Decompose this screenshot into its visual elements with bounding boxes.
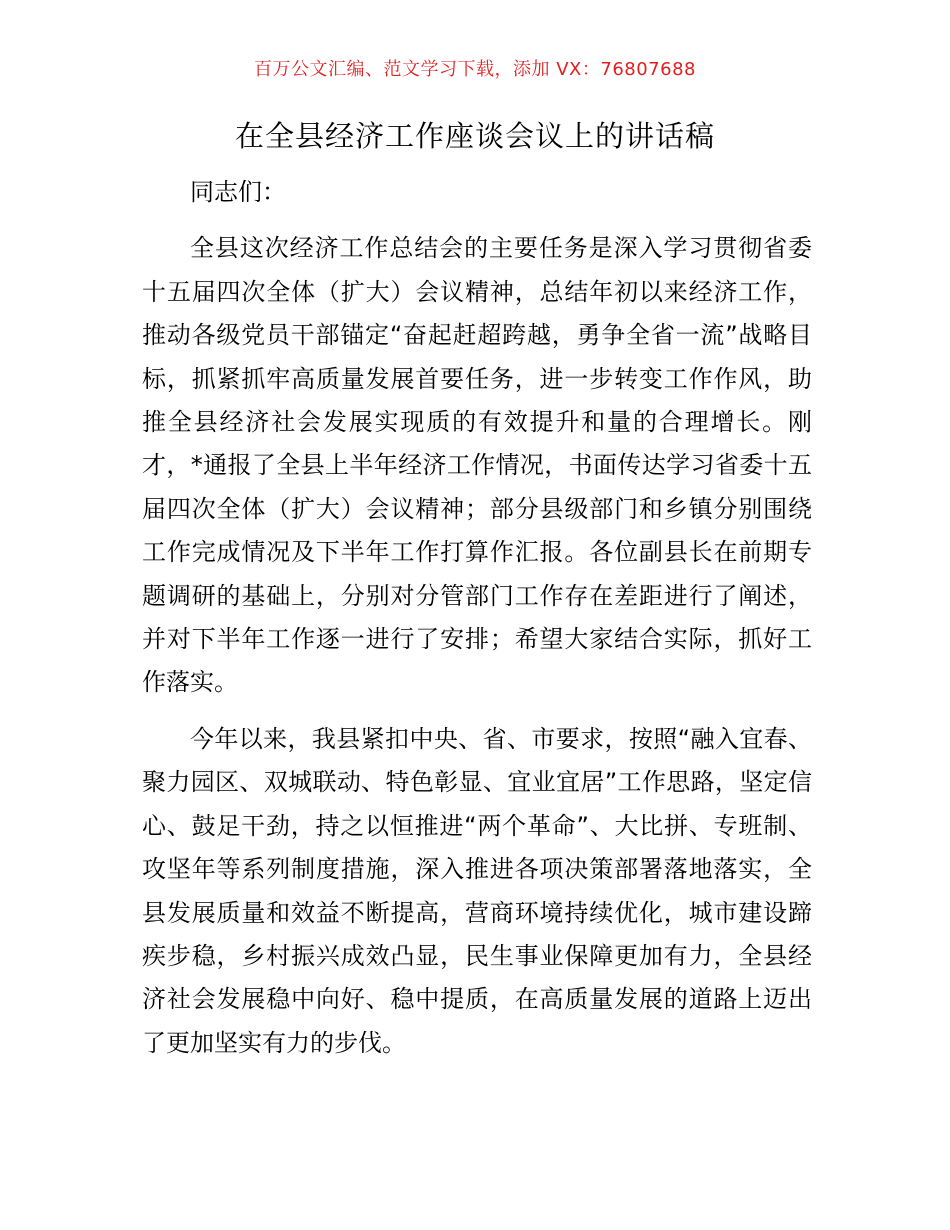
body-paragraph-2: 今年以来，我县紧扣中央、省、市要求，按照“融入宜春、聚力园区、双城联动、特色彰显、宜业宜居”工作思路，坚定信心、鼓足干劲，持之以恒推进“两个革命”、大比拼、专班制、攻坚年等系列制度措施，深入推进各项决策部署落地落实，全县发展质量和效益不断提高，营商环境持续优化，城市建设蹄疾步稳，乡村振兴成效凸显，民生事业保障更加有力，全县经济社会发展稳中向好、稳中提质，在高质量发展的道路上迈出了更加坚实有力的步伐。 [142,724,812,1057]
body-paragraph-1: 全县这次经济工作总结会的主要任务是深入学习贯彻省委十五届四次全体（扩大）会议精神，总结年初以来经济工作，推动各级党员干部锚定“奋起赶超跨越，勇争全省一流”战略目标，抓紧抓牢高质量发展首要任务，进一步转变工作作风，助推全县经济社会发展实现质的有效提升和量的合理增长。刚才，*通报了全县上半年经济工作情况，书面传达学习省委十五届四次全体（扩大）会议精神；部分县级部门和乡镇分别围绕工作完成情况及下半年工作打算作汇报。各位副县长在前期专题调研的基础上，分别对分管部门工作存在差距进行了阐述，并对下半年工作逐一进行了安排；希望大家结合实际，抓好工作落实。 [142,234,812,697]
document-title: 在全县经济工作座谈会议上的讲话稿 [234,119,715,153]
document-body [142,171,812,1065]
watermark-header: 百万公文汇编、范文学习下载，添加 VX：76807688 [254,59,696,80]
salutation: 同志们： [190,178,286,206]
